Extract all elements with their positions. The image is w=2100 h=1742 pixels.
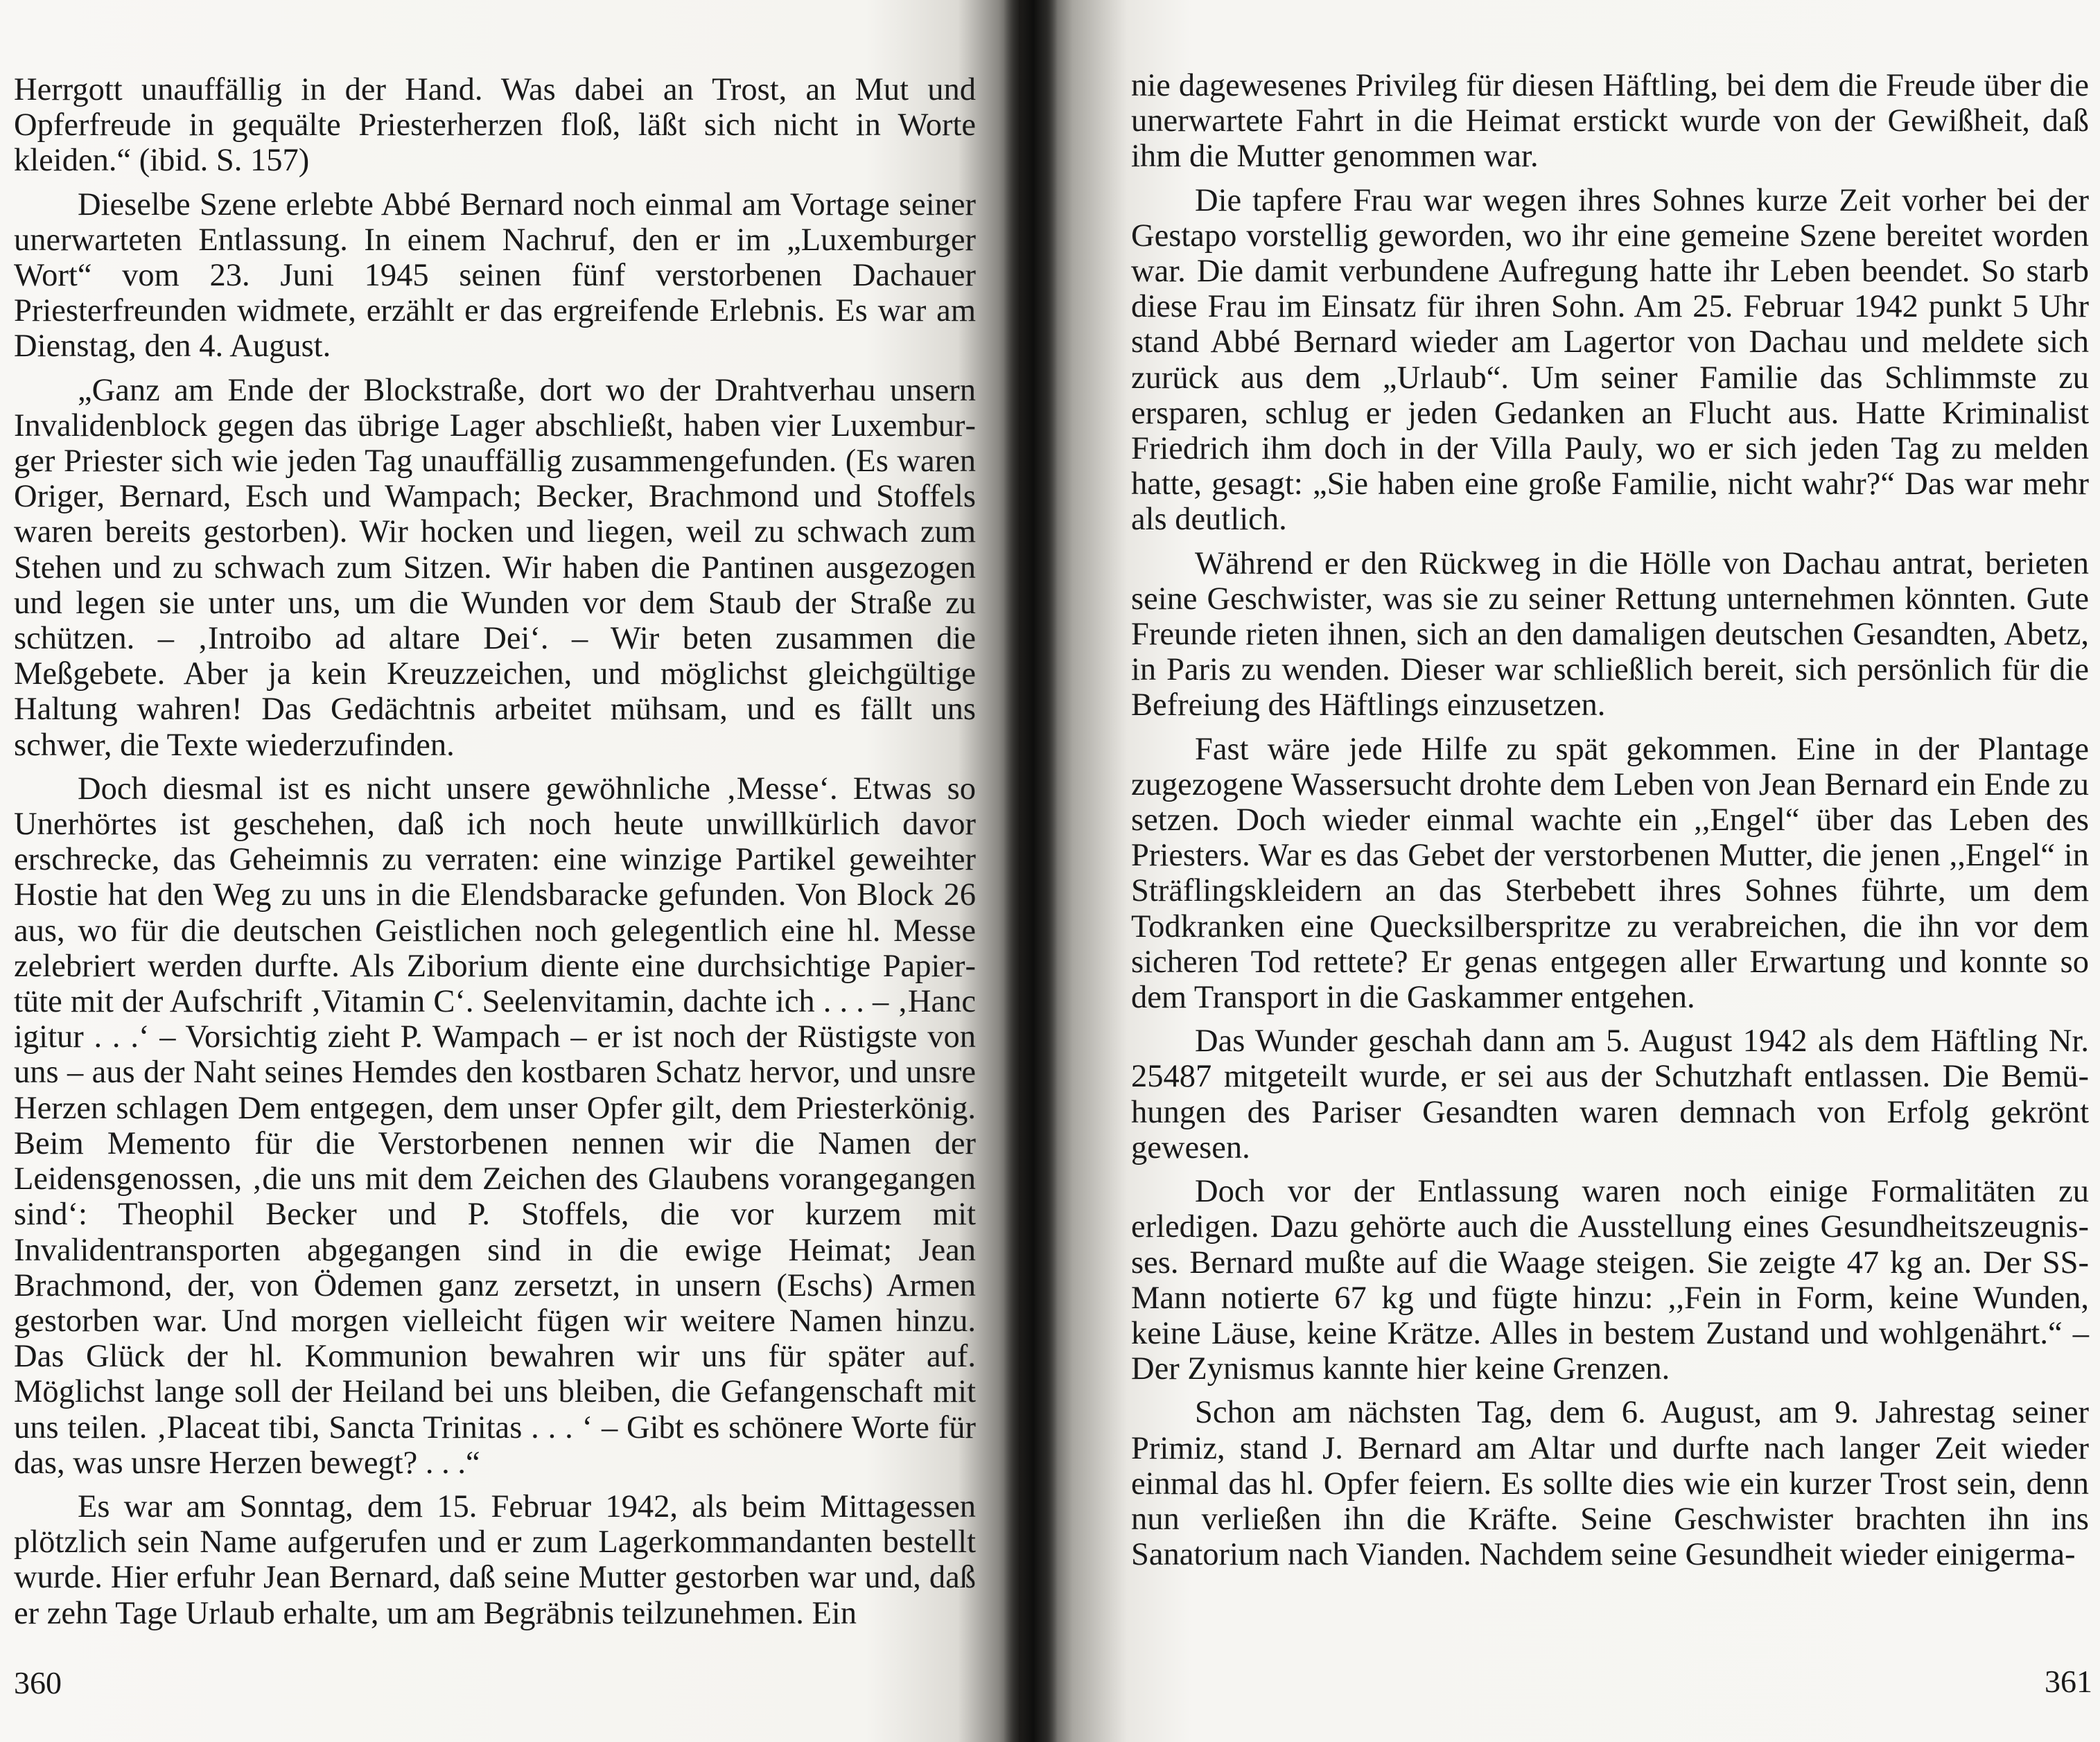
left-page-number: 360 (14, 1665, 62, 1700)
right-paragraph-2: Die tapfere Frau war wegen ihres Sohnes kurze Zeit vorher bei der Gestapo vorstellig geworden, wo ihr eine gemeine Szene bereitet worden war. Die damit verbundene Aufregung hatte ihr Leben beendet. So starb diese Frau im Einsatz für ihren Sohn. Am 25. Februar 1942 punkt 5 Uhr stand Abbé Bernard wieder am Lagertor von Dachau und meldete sich zurück aus dem „Urlaub“. Um seiner Familie das Schlimmste zu ersparen, schlug er jeden Gedanken an Flucht aus. Hatte Kriminalist Friedrich ihm doch in der Villa Pauly, wo er sich jeden Tag zu melden hatte, gesagt: „Sie haben eine große Familie, nicht wahr?“ Das war mehr als deutlich. (1131, 182, 2089, 538)
left-paragraph-1: Herrgott unauffällig in der Hand. Was dabei an Trost, an Mut und Opferfreude in gequälte Priesterherzen floß, läßt sich nicht in Worte kleiden.“ (ibid. S. 157) (14, 72, 976, 179)
right-paragraph-4: Fast wäre jede Hilfe zu spät gekommen. Eine in der Plantage zugezogene Wassersucht drohte dem Leben von Jean Bernard ein Ende zu setzen. Doch wieder einmal wachte ein ,,Engel“ über das Leben des Priesters. War es das Gebet der verstorbenen Mutter, die jenen ,,Engel“ in Sträflingskleidern an das Sterbebett ihres Sohnes führte, um dem Todkranken eine Quecksilberspritze zu verabreichen, die ihn vor dem sicheren Tod rettete? Er genas entgegen aller Erwartung und konnte so dem Transport in die Gaskammer entgehen. (1131, 731, 2089, 1016)
right-paragraph-1: nie dagewesenes Privileg für diesen Häftling, bei dem die Freude über die unerwartete Fahrt in die Heimat erstickt wurde von der Gewißheit, daß ihm die Mutter genommen war. (1131, 68, 2089, 175)
right-paragraph-5: Das Wunder geschah dann am 5. August 1942 als dem Häftling Nr. 25487 mitgeteilt wurde, er sei aus der Schutzhaft entlassen. Die Bemühungen des Pariser Gesandten waren demnach von Erfolg gekrönt gewesen. (1131, 1023, 2089, 1165)
right-paragraph-3: Während er den Rückweg in die Hölle von Dachau antrat, berieten seine Geschwister, was sie zu seiner Rettung unternehmen könnten. Gute Freunde rieten ihnen, sich an den damaligen deutschen Gesandten, Abetz, in Paris zu wenden. Dieser war schließlich bereit, sich persönlich für die Befreiung des Häftlings einzusetzen. (1131, 545, 2089, 723)
right-page-text (1131, 68, 2089, 1581)
right-page-number: 361 (2045, 1664, 2092, 1699)
right-paragraph-7: Schon am nächsten Tag, dem 6. August, am 9. Jahrestag seiner Primiz, stand J. Bernard am Altar und durfte nach langer Zeit wieder einmal das hl. Opfer feiern. Es sollte dies wie ein kurzer Trost sein, denn nun verließen ihn die Kräfte. Seine Geschwister brachten ihn ins Sanatorium nach Vianden. Nachdem seine Gesundheit wieder einigerma- (1131, 1395, 2089, 1573)
book-gutter (1004, 0, 1058, 1742)
left-page-text (14, 72, 976, 1639)
left-page (0, 0, 1019, 1742)
left-paragraph-4: Doch diesmal ist es nicht unsere gewöhnliche ‚Messe‘. Etwas so Unerhörtes ist geschehen, daß ich noch heute unwillkürlich davor erschrecke, das Geheimnis zu verraten: eine winzige Partikel geweihter Hostie hat den Weg zu uns in die Elendsbaracke gefunden. Von Block 26 aus, wo für die deutschen Geistlichen noch gelegentlich eine hl. Messe zelebriert werden durfte. Als Ziborium diente eine durchsichtige Papiertüte mit der Aufschrift ‚Vitamin C‘. Seelenvitamin, dachte ich . . . – ‚Hanc igitur . . .‘ – Vorsichtig zieht P. Wampach – er ist noch der Rüstigste von uns – aus der Naht seines Hemdes den kostbaren Schatz hervor, und unsre Herzen schlagen Dem entgegen, dem unser Opfer gilt, dem Priesterkönig. Beim Memento für die Verstorbenen nennen wir die Namen der Leidensgenossen, ‚die uns mit dem Zeichen des Glaubens vorangegangen sind‘: Theophil Becker und P. Stoffels, die vor kurzem mit Invalidentransporten abgegangen sind in die ewige Heimat; Jean Brachmond, der, von Ödemen ganz zersetzt, in unsern (Eschs) Armen gestorben war. Und morgen vielleicht fügen wir weitere Namen hinzu. Das Glück der hl. Kommunion bewahren wir uns für später auf. Möglichst lange soll der Heiland bei uns bleiben, die Gefangenschaft mit uns teilen. ‚Placeat tibi, Sancta Trinitas . . . ‘ – Gibt es schönere Worte für das, was unsre Herzen bewegt? . . .“ (14, 771, 976, 1481)
left-paragraph-5: Es war am Sonntag, dem 15. Februar 1942, als beim Mittagessen plötzlich sein Name aufgerufen und er zum Lagerkommandanten bestellt wurde. Hier erfuhr Jean Bernard, daß seine Mutter gestorben war und, daß er zehn Tage Urlaub erhalte, um am Begräbnis teilzunehmen. Ein (14, 1488, 976, 1631)
left-paragraph-3: „Ganz am Ende der Blockstraße, dort wo der Drahtverhau unsern Invalidenblock gegen das übrige Lager abschließt, haben vier Luxemburger Priester sich wie jeden Tag unauffällig zusammengefunden. (Es waren Origer, Bernard, Esch und Wampach; Becker, Brachmond und Stoffels waren bereits gestorben). Wir hocken und liegen, weil zu schwach zum Stehen und zu schwach zum Sitzen. Wir haben die Pantinen ausgezogen und legen sie unter uns, um die Wunden vor dem Staub der Straße zu schützen. – ‚Introibo ad altare Dei‘. – Wir beten zusammen die Meßgebete. Aber ja kein Kreuzzeichen, und möglichst gleichgültige Haltung wahren! Das Gedächtnis arbeitet mühsam, und es fällt uns schwer, die Texte wiederzufinden. (14, 372, 976, 763)
left-paragraph-2: Dieselbe Szene erlebte Abbé Bernard noch einmal am Vortage seiner unerwarteten Entlassung. In einem Nachruf, den er im „Luxemburger Wort“ vom 23. Juni 1945 seinen fünf verstorbenen Dachauer Priesterfreunden widmete, erzählt er das ergreifende Erlebnis. Es war am Dienstag, den 4. August. (14, 186, 976, 364)
right-paragraph-6: Doch vor der Entlassung waren noch einige Formalitäten zu erledigen. Dazu gehörte auch die Ausstellung eines Gesundheitszeugnisses. Bernard mußte auf die Waage steigen. Sie zeigte 47 kg an. Der SS-Mann notierte 67 kg und fügte hinzu: ,,Fein in Form, keine Wunden, keine Läuse, keine Krätze. Alles in bestem Zustand und wohlgenährt.“ – Der Zynismus kannte hier keine Grenzen. (1131, 1174, 2089, 1387)
